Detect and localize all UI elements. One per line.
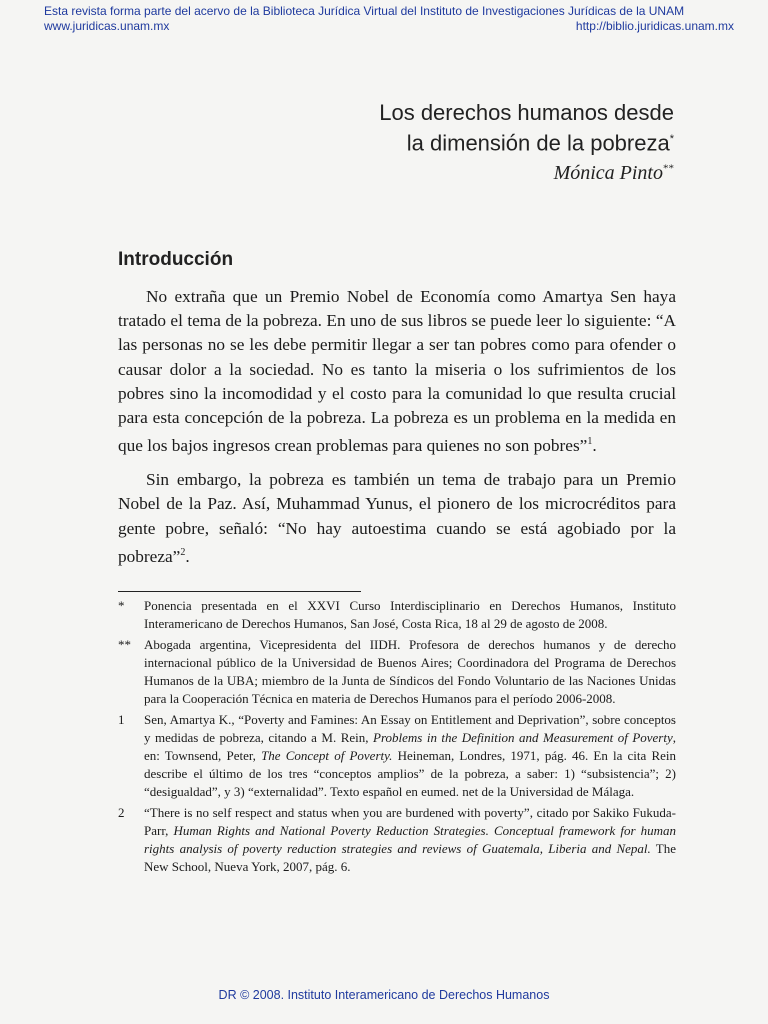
footnote-text: Ponencia presentada en el XXVI Curso Interdisciplinario en Derechos Humanos, Instituto Interamericano de Derechos Humanos, San José, Costa Rica, 18 al 29 de agosto de 2008. [144, 598, 676, 631]
library-banner [44, 4, 734, 34]
paragraph-end: . [185, 546, 190, 566]
footnote-item [118, 804, 676, 876]
footnotes [118, 597, 676, 879]
author-text: Mónica Pinto [553, 162, 663, 184]
section-heading: Introducción [118, 249, 234, 270]
footnote-ref[interactable]: 1 [587, 436, 593, 448]
title-line-2: la dimensión de la pobreza [406, 130, 670, 156]
biblio-link[interactable]: http://biblio.juridicas.unam.mx [575, 19, 734, 33]
footnote-divider [118, 591, 361, 592]
article-body [118, 285, 676, 579]
paragraph-text: Sin embargo, la pobreza es también un tema de trabajo para un Premio Nobel de la Paz. Así, Muhammad Yunus, el pionero de los microcréditos para gente pobre, señaló: “No hay autoestima cuando se está agobiado por la pobreza” [118, 470, 676, 566]
copyright-banner: DR © 2008. Instituto Interamericano de Derechos Humanos [218, 988, 550, 1002]
juridicas-link[interactable]: www.juridicas.unam.mx [44, 19, 170, 33]
footnote-ref[interactable]: 2 [180, 546, 186, 558]
footnote-segment: Heineman, Londres, 1971, pág. 46. En la cita Rein describe el último de los tres “conceptos amplios” de la pobreza, a saber: 1) “subsistencia”; 2) “desigualdad”, y 3) “externalidad”. Texto español en eumed. net de la Universidad de Málaga. [144, 748, 676, 799]
footnote-mark: 2 [118, 805, 125, 820]
footnote-item [118, 711, 676, 801]
paragraph-end: . [592, 435, 597, 455]
footnote-mark: ** [118, 637, 131, 652]
footnote-work-title: The Concept of Poverty. [261, 748, 393, 763]
paragraph [118, 285, 676, 458]
footnote-text [144, 804, 676, 876]
banner-text: Esta revista forma parte del acervo de la Biblioteca Jurídica Virtual del Instituto de Investigaciones Jurídicas de la UNAM [44, 4, 685, 18]
author-footnote-mark[interactable]: ** [663, 162, 674, 175]
footnote-mark: * [118, 598, 125, 613]
footnote-segment: Sen, Amartya K., “Poverty and Famines: An Essay on Entitlement and Deprivation”, sobre conceptos y medidas de pobreza, citando a M. Rein, [144, 712, 676, 745]
title-line-1: Los derechos humanos desde [379, 100, 674, 125]
paragraph [118, 468, 676, 569]
footnote-segment: , en: Townsend, Peter, [144, 730, 676, 763]
article-title [114, 100, 674, 156]
footnote-text [144, 711, 676, 801]
author-name [274, 162, 674, 185]
footnote-segment: The New School, Nueva York, 2007, pág. 6. [144, 841, 676, 874]
title-footnote-mark[interactable]: * [669, 133, 674, 145]
footnote-work-title: Problems in the Definition and Measurement of Poverty [373, 730, 673, 745]
footnote-item [118, 597, 676, 633]
footnote-segment: “There is no self respect and status when you are burdened with poverty”, citado por Sakiko Fukuda-Parr, [144, 805, 676, 838]
footnote-mark: 1 [118, 712, 125, 727]
paragraph-text: No extraña que un Premio Nobel de Economía como Amartya Sen haya tratado el tema de la pobreza. En uno de sus libros se puede leer lo siguiente: “A las personas no se les debe permitir llegar a ser tan pobres como para ofender o causar dolor a la sociedad. No es tanto la miseria o los sufrimientos de los pobres sino la incomodidad y el costo para la comunidad lo que resulta crucial para esta concepción de la pobreza. La pobreza es un problema en la medida en que los bajos ingresos crean problemas para quienes no son pobres” [118, 287, 676, 455]
footnote-text: Abogada argentina, Vicepresidenta del IIDH. Profesora de derechos humanos y de derecho internacional público de la Universidad de Buenos Aires; Coordinadora del Programa de Derechos Humanos de la UBA; miembro de la Junta de Síndicos del Fondo Voluntario de las Naciones Unidas para la Cooperación Técnica en materia de Derechos Humanos para el período 2006-2008. [144, 637, 676, 706]
footnote-work-title: Human Rights and National Poverty Reduction Strategies. Conceptual framework for human rights analysis of poverty reduction strategies and reviews of Guatemala, Liberia and Nepal. [144, 823, 677, 856]
footnote-item [118, 636, 676, 708]
